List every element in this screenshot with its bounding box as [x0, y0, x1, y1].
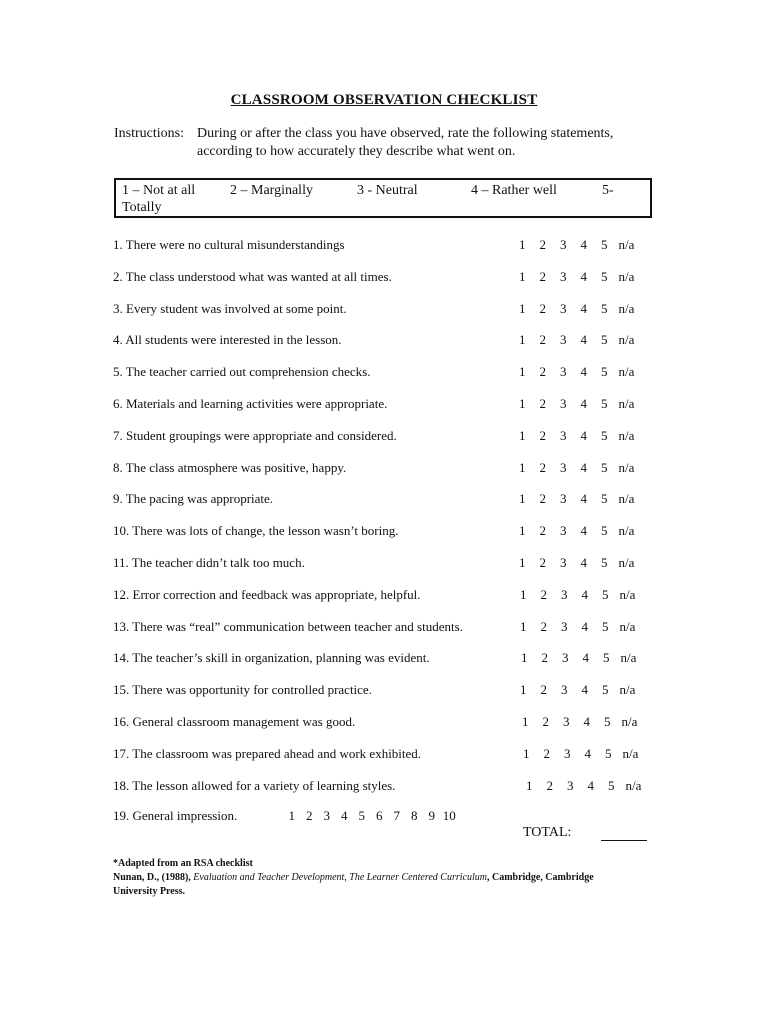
- rating-options: [514, 650, 649, 666]
- rating-option-na[interactable]: n/a: [625, 777, 642, 793]
- rating-option-1[interactable]: 1: [520, 618, 527, 634]
- rating-option-5[interactable]: 5: [601, 459, 608, 475]
- rating-option-2[interactable]: 2: [539, 491, 546, 507]
- rating-option-na[interactable]: n/a: [618, 237, 635, 252]
- rating-option-3[interactable]: 3: [560, 332, 567, 348]
- checklist-item-text: 10. There was lots of change, the lesson wasn’t boring.: [113, 523, 399, 539]
- rating-option-na[interactable]: n/a: [618, 491, 635, 507]
- rating-option-1[interactable]: 1: [519, 268, 526, 284]
- rating-option-na[interactable]: n/a: [618, 332, 635, 348]
- rating-option-5[interactable]: 5: [601, 364, 608, 380]
- rating-option-4[interactable]: 4: [580, 300, 587, 316]
- rating-option-na[interactable]: n/a: [618, 396, 635, 411]
- rating-option-1[interactable]: 1: [521, 650, 528, 666]
- rating-option-3[interactable]: 3: [560, 459, 567, 475]
- general-impression-row: [113, 808, 456, 824]
- checklist-item: [113, 301, 673, 321]
- rating-option-2[interactable]: 2: [540, 586, 547, 602]
- rating-options: [519, 778, 654, 794]
- rating-option-na[interactable]: n/a: [618, 364, 635, 380]
- rating-option-1[interactable]: 1: [526, 777, 533, 793]
- rating-option-5[interactable]: 5: [601, 427, 608, 443]
- rating-option-na[interactable]: n/a: [618, 427, 635, 443]
- impression-option-5[interactable]: 5: [358, 808, 365, 823]
- rating-option-5[interactable]: 5: [601, 268, 608, 284]
- impression-option-9[interactable]: 9: [428, 808, 435, 823]
- rating-option-1[interactable]: 1: [520, 682, 527, 698]
- rating-option-5[interactable]: 5: [601, 555, 608, 570]
- rating-option-1[interactable]: 1: [519, 300, 526, 316]
- page-title: CLASSROOM OBSERVATION CHECKLIST: [230, 92, 538, 108]
- rating-options: [512, 396, 647, 412]
- rating-option-na[interactable]: n/a: [619, 586, 636, 602]
- rating-option-3[interactable]: 3: [564, 745, 571, 761]
- rating-option-na[interactable]: n/a: [618, 268, 635, 284]
- checklist-item-text: 15. There was opportunity for controlled practice.: [113, 682, 372, 698]
- rating-options: [516, 746, 651, 762]
- rating-option-4[interactable]: 4: [580, 491, 587, 507]
- general-impression-label: 19. General impression.: [113, 808, 238, 823]
- impression-option-1[interactable]: 1: [288, 808, 295, 823]
- rating-options: [512, 301, 647, 317]
- rating-option-2[interactable]: 2: [542, 714, 549, 729]
- rating-options: [512, 269, 647, 285]
- checklist-item-text: 18. The lesson allowed for a variety of learning styles.: [113, 777, 396, 793]
- instructions-line-2: according to how accurately they describe what went on.: [197, 144, 516, 159]
- rating-option-2[interactable]: 2: [541, 650, 548, 666]
- rating-option-2[interactable]: 2: [539, 396, 546, 411]
- rating-option-1[interactable]: 1: [519, 396, 526, 411]
- impression-option-2[interactable]: 2: [306, 808, 313, 823]
- instructions-label: Instructions:: [114, 126, 184, 141]
- rating-option-5[interactable]: 5: [601, 300, 608, 316]
- rating-options: [513, 619, 648, 635]
- checklist-item: [113, 396, 673, 416]
- checklist-item: [113, 587, 673, 607]
- impression-option-10[interactable]: 10: [442, 808, 456, 823]
- rating-option-3[interactable]: 3: [560, 491, 567, 507]
- rating-option-2[interactable]: 2: [539, 523, 546, 539]
- rating-option-4[interactable]: 4: [580, 332, 587, 348]
- rating-options: [512, 237, 647, 253]
- checklist-item: [113, 269, 673, 289]
- rating-option-5[interactable]: 5: [602, 586, 609, 602]
- impression-option-3[interactable]: 3: [323, 808, 330, 823]
- general-impression-scale: [283, 808, 458, 824]
- rating-options: [512, 491, 647, 507]
- rating-option-3[interactable]: 3: [560, 427, 567, 443]
- rating-option-2[interactable]: 2: [539, 268, 546, 284]
- rating-option-2[interactable]: 2: [539, 459, 546, 475]
- rating-option-3[interactable]: 3: [560, 364, 567, 380]
- rating-option-2[interactable]: 2: [539, 237, 546, 252]
- rating-option-3[interactable]: 3: [560, 396, 567, 411]
- rating-option-1[interactable]: 1: [519, 364, 526, 380]
- rating-option-2[interactable]: 2: [539, 427, 546, 443]
- checklist-item-text: 7. Student groupings were appropriate and considered.: [113, 427, 397, 443]
- rating-options: [512, 364, 647, 380]
- rating-option-na[interactable]: n/a: [618, 459, 635, 475]
- impression-option-8[interactable]: 8: [411, 808, 418, 823]
- rating-option-2[interactable]: 2: [543, 745, 550, 761]
- rating-options: [512, 523, 647, 539]
- rating-option-na[interactable]: n/a: [618, 523, 635, 539]
- rating-option-4[interactable]: 4: [581, 682, 588, 698]
- rating-option-4[interactable]: 4: [580, 427, 587, 443]
- total-label: TOTAL:: [523, 825, 572, 840]
- checklist-item-text: 2. The class understood what was wanted at all times.: [113, 268, 392, 284]
- rating-option-3[interactable]: 3: [560, 268, 567, 284]
- footnote-citation: [113, 872, 594, 883]
- rating-options: [515, 714, 650, 730]
- checklist-item: [113, 491, 673, 511]
- rating-option-4[interactable]: 4: [580, 396, 587, 411]
- checklist-item: [113, 619, 673, 639]
- instructions-line-1: During or after the class you have observed, rate the following statements,: [197, 126, 614, 141]
- rating-option-4[interactable]: 4: [581, 586, 588, 602]
- rating-option-1[interactable]: 1: [520, 586, 527, 602]
- rating-option-5[interactable]: 5: [601, 491, 608, 507]
- checklist-item: [113, 460, 673, 480]
- rating-option-3[interactable]: 3: [561, 618, 568, 634]
- checklist-item: [113, 714, 673, 734]
- rating-option-1[interactable]: 1: [519, 332, 526, 348]
- footnote-citation-line-2: University Press.: [113, 886, 186, 897]
- checklist-item-text: 13. There was “real” communication between teacher and students.: [113, 618, 463, 634]
- rating-option-4[interactable]: 4: [581, 618, 588, 634]
- rating-option-3[interactable]: 3: [562, 650, 569, 666]
- rating-option-1[interactable]: 1: [519, 523, 526, 539]
- rating-scale-legend: [114, 178, 652, 218]
- rating-option-1[interactable]: 1: [519, 459, 526, 475]
- rating-option-2[interactable]: 2: [546, 777, 553, 793]
- rating-option-3[interactable]: 3: [560, 237, 567, 252]
- rating-option-4[interactable]: 4: [587, 777, 594, 793]
- rating-option-na[interactable]: n/a: [620, 650, 637, 666]
- checklist-item-text: 5. The teacher carried out comprehension checks.: [113, 364, 371, 380]
- rating-option-2[interactable]: 2: [539, 555, 546, 570]
- rating-option-3[interactable]: 3: [561, 682, 568, 698]
- rating-option-1[interactable]: 1: [523, 745, 530, 761]
- impression-option-6[interactable]: 6: [376, 808, 383, 823]
- rating-option-1[interactable]: 1: [519, 237, 526, 252]
- checklist-item: [113, 364, 673, 384]
- rating-option-na[interactable]: n/a: [618, 555, 635, 570]
- rating-option-5[interactable]: 5: [601, 396, 608, 411]
- rating-option-2[interactable]: 2: [539, 300, 546, 316]
- rating-option-1[interactable]: 1: [519, 555, 526, 570]
- rating-option-4[interactable]: 4: [583, 714, 590, 729]
- checklist-item: [113, 523, 673, 543]
- scale-item-3: 3 - Neutral: [357, 183, 418, 198]
- scale-item-5: 5-: [602, 183, 614, 198]
- rating-option-4[interactable]: 4: [580, 523, 587, 539]
- checklist-item-text: 9. The pacing was appropriate.: [113, 491, 274, 507]
- checklist-item-text: 16. General classroom management was good.: [113, 714, 356, 729]
- rating-option-4[interactable]: 4: [580, 459, 587, 475]
- rating-option-3[interactable]: 3: [560, 523, 567, 539]
- rating-option-4[interactable]: 4: [580, 364, 587, 380]
- rating-options: [513, 682, 648, 698]
- checklist-item: [113, 682, 673, 702]
- rating-option-na[interactable]: n/a: [622, 745, 639, 761]
- checklist-item: [113, 778, 673, 798]
- rating-option-na[interactable]: n/a: [618, 300, 635, 316]
- rating-option-2[interactable]: 2: [540, 682, 547, 698]
- checklist-item-text: 1. There were no cultural misunderstandings: [113, 237, 345, 252]
- rating-option-5[interactable]: 5: [605, 745, 612, 761]
- rating-option-5[interactable]: 5: [601, 523, 608, 539]
- checklist-item-text: 6. Materials and learning activities were appropriate.: [113, 396, 388, 411]
- rating-option-5[interactable]: 5: [601, 237, 608, 252]
- checklist-item: [113, 555, 673, 575]
- total-blank-line[interactable]: [601, 840, 647, 841]
- rating-option-5[interactable]: 5: [603, 650, 610, 666]
- scale-item-1: 1 – Not at all: [122, 183, 196, 198]
- scale-item-4: 4 – Rather well: [471, 183, 557, 198]
- rating-option-5[interactable]: 5: [601, 332, 608, 348]
- rating-option-5[interactable]: 5: [604, 714, 611, 729]
- rating-option-1[interactable]: 1: [522, 714, 529, 729]
- footnote-adapted: *Adapted from an RSA checklist: [113, 858, 253, 869]
- rating-options: [512, 460, 647, 476]
- rating-options: [512, 428, 647, 444]
- impression-option-4[interactable]: 4: [341, 808, 348, 823]
- checklist-item: [113, 237, 673, 257]
- rating-options: [512, 555, 647, 571]
- rating-option-5[interactable]: 5: [608, 777, 615, 793]
- rating-option-1[interactable]: 1: [519, 491, 526, 507]
- checklist-item-text: 12. Error correction and feedback was appropriate, helpful.: [113, 586, 421, 602]
- rating-option-2[interactable]: 2: [540, 618, 547, 634]
- scale-item-2: 2 – Marginally: [230, 183, 313, 198]
- rating-option-na[interactable]: n/a: [619, 618, 636, 634]
- rating-option-3[interactable]: 3: [563, 714, 570, 729]
- rating-option-4[interactable]: 4: [580, 237, 587, 252]
- checklist-item: [113, 650, 673, 670]
- citation-prefix: Nunan, D., (1988),: [113, 872, 194, 883]
- rating-option-3[interactable]: 3: [560, 300, 567, 316]
- rating-option-na[interactable]: n/a: [621, 714, 638, 729]
- rating-option-2[interactable]: 2: [539, 332, 546, 348]
- rating-option-na[interactable]: n/a: [619, 682, 636, 698]
- rating-option-4[interactable]: 4: [580, 268, 587, 284]
- checklist-item-text: 4. All students were interested in the lesson.: [113, 332, 342, 348]
- rating-option-3[interactable]: 3: [560, 555, 567, 570]
- rating-option-5[interactable]: 5: [602, 618, 609, 634]
- checklist-item: [113, 746, 673, 766]
- checklist-item: [113, 332, 673, 352]
- rating-option-5[interactable]: 5: [602, 682, 609, 698]
- checklist-item: [113, 428, 673, 448]
- checklist-item-text: 8. The class atmosphere was positive, happy.: [113, 459, 347, 475]
- rating-options: [513, 587, 648, 603]
- rating-option-4[interactable]: 4: [582, 650, 589, 666]
- scale-item-5-continuation: Totally: [122, 200, 162, 215]
- rating-option-4[interactable]: 4: [584, 745, 591, 761]
- checklist-item-text: 3. Every student was involved at some point.: [113, 300, 347, 316]
- rating-option-1[interactable]: 1: [519, 427, 526, 443]
- rating-option-4[interactable]: 4: [580, 555, 587, 570]
- checklist-item-text: 11. The teacher didn’t talk too much.: [113, 555, 305, 570]
- rating-option-3[interactable]: 3: [567, 777, 574, 793]
- checklist-item-text: 14. The teacher’s skill in organization, planning was evident.: [113, 650, 430, 666]
- checklist-item-text: 17. The classroom was prepared ahead and work exhibited.: [113, 745, 422, 761]
- impression-option-7[interactable]: 7: [393, 808, 400, 823]
- rating-option-3[interactable]: 3: [561, 586, 568, 602]
- rating-option-2[interactable]: 2: [539, 364, 546, 380]
- citation-title: Evaluation and Teacher Development, The Learner Centered Curriculum: [193, 872, 487, 883]
- rating-options: [512, 332, 647, 348]
- citation-suffix: , Cambridge, Cambridge: [486, 872, 594, 883]
